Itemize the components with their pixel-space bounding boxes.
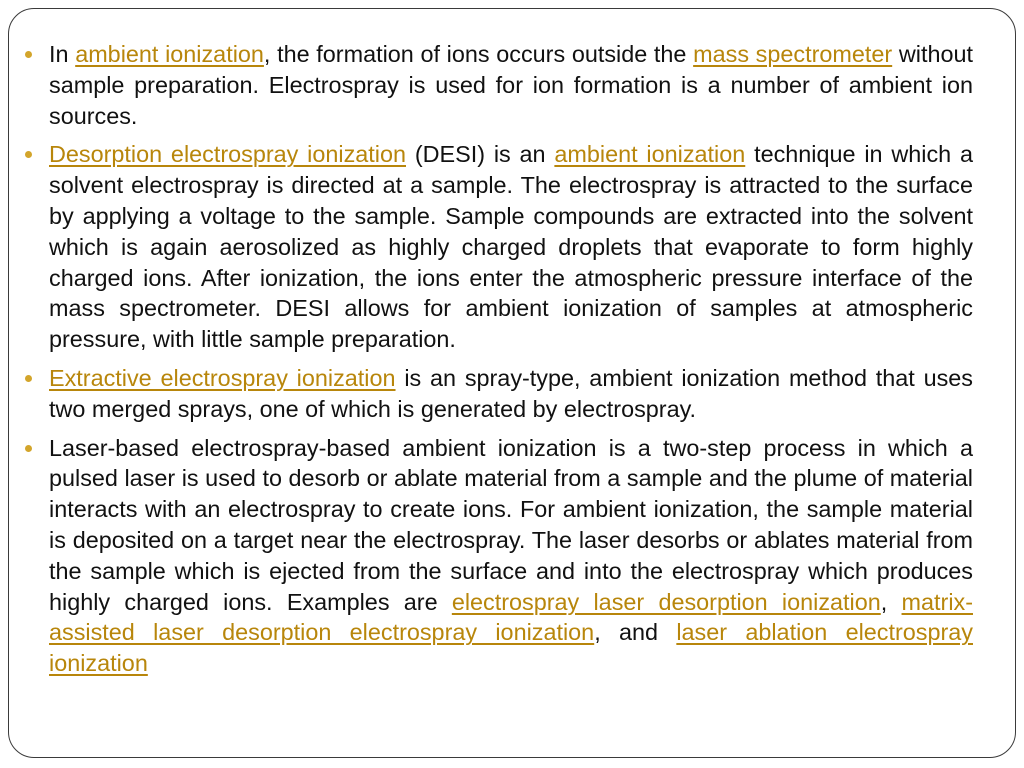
link-desorption-electrospray-ionization[interactable]: Desorption electrospray ionization xyxy=(49,141,406,168)
link-extractive-electrospray-ionization[interactable]: Extractive electrospray ionization xyxy=(49,364,396,391)
link-ambient-ionization-2[interactable]: ambient ionization xyxy=(554,141,746,168)
bullet-text: Laser-based electrospray-based ambient ionization is a two-step process in which a pulsed laser is used to desorb or ablate material from a sample and the plume of material interacts with an electrospray to create ions. For ambient ionization, the sample material is deposited on a target near the electrospray. The laser desorbs or ablates material from the sample which is ejected from the surface and into the electrospray which produces highly charged ions. Examples are xyxy=(49,434,973,615)
bullet-text: , xyxy=(880,588,902,615)
bullet-dot-icon xyxy=(25,151,32,158)
link-ambient-ionization[interactable]: ambient ionization xyxy=(75,41,264,67)
bullet-ambient-ionization xyxy=(25,39,973,131)
bullet-laser-based xyxy=(25,433,973,679)
bullet-text: technique in which a solvent electrospray is directed at a sample. The electrospray is attracted to the surface by applying a voltage to the sample. Sample compounds are extracted into the solvent which is again aerosolized as highly charged droplets that evaporate to form highly charged ions. After ionization, the ions enter the atmospheric pressure interface of the mass spectrometer. DESI allows for ambient ionization of samples at atmospheric pressure, with little sample preparation. xyxy=(49,141,973,353)
slide-frame xyxy=(8,8,1016,758)
link-maldesi[interactable]: matrix-assisted laser desorption electrospray ionization xyxy=(49,588,973,646)
bullet-text: is an spray-type, ambient ionization method that uses two merged sprays, one of which is generated by electrospray. xyxy=(49,364,973,422)
bullet-dot-icon xyxy=(25,51,32,58)
bullet-text: (DESI) is an xyxy=(406,141,555,168)
slide-content xyxy=(25,39,973,687)
bullet-desi xyxy=(25,139,973,355)
bullet-text: In xyxy=(49,41,76,67)
bullet-dot-icon xyxy=(25,375,32,382)
link-mass-spectrometer[interactable]: mass spectrometer xyxy=(693,41,893,67)
bullet-text: , and xyxy=(594,619,677,646)
bullet-text: without sample preparation. Electrospray is used for ion formation is a number of ambient ion sources. xyxy=(49,41,973,129)
bullet-dot-icon xyxy=(25,445,32,452)
link-electrospray-laser-desorption-ionization[interactable]: electrospray laser desorption ionization xyxy=(451,588,881,615)
link-laesi[interactable]: laser ablation electrospray ionization xyxy=(49,619,973,677)
bullet-extractive-electrospray xyxy=(25,363,973,425)
bullet-text: , the formation of ions occurs outside the xyxy=(263,41,694,67)
